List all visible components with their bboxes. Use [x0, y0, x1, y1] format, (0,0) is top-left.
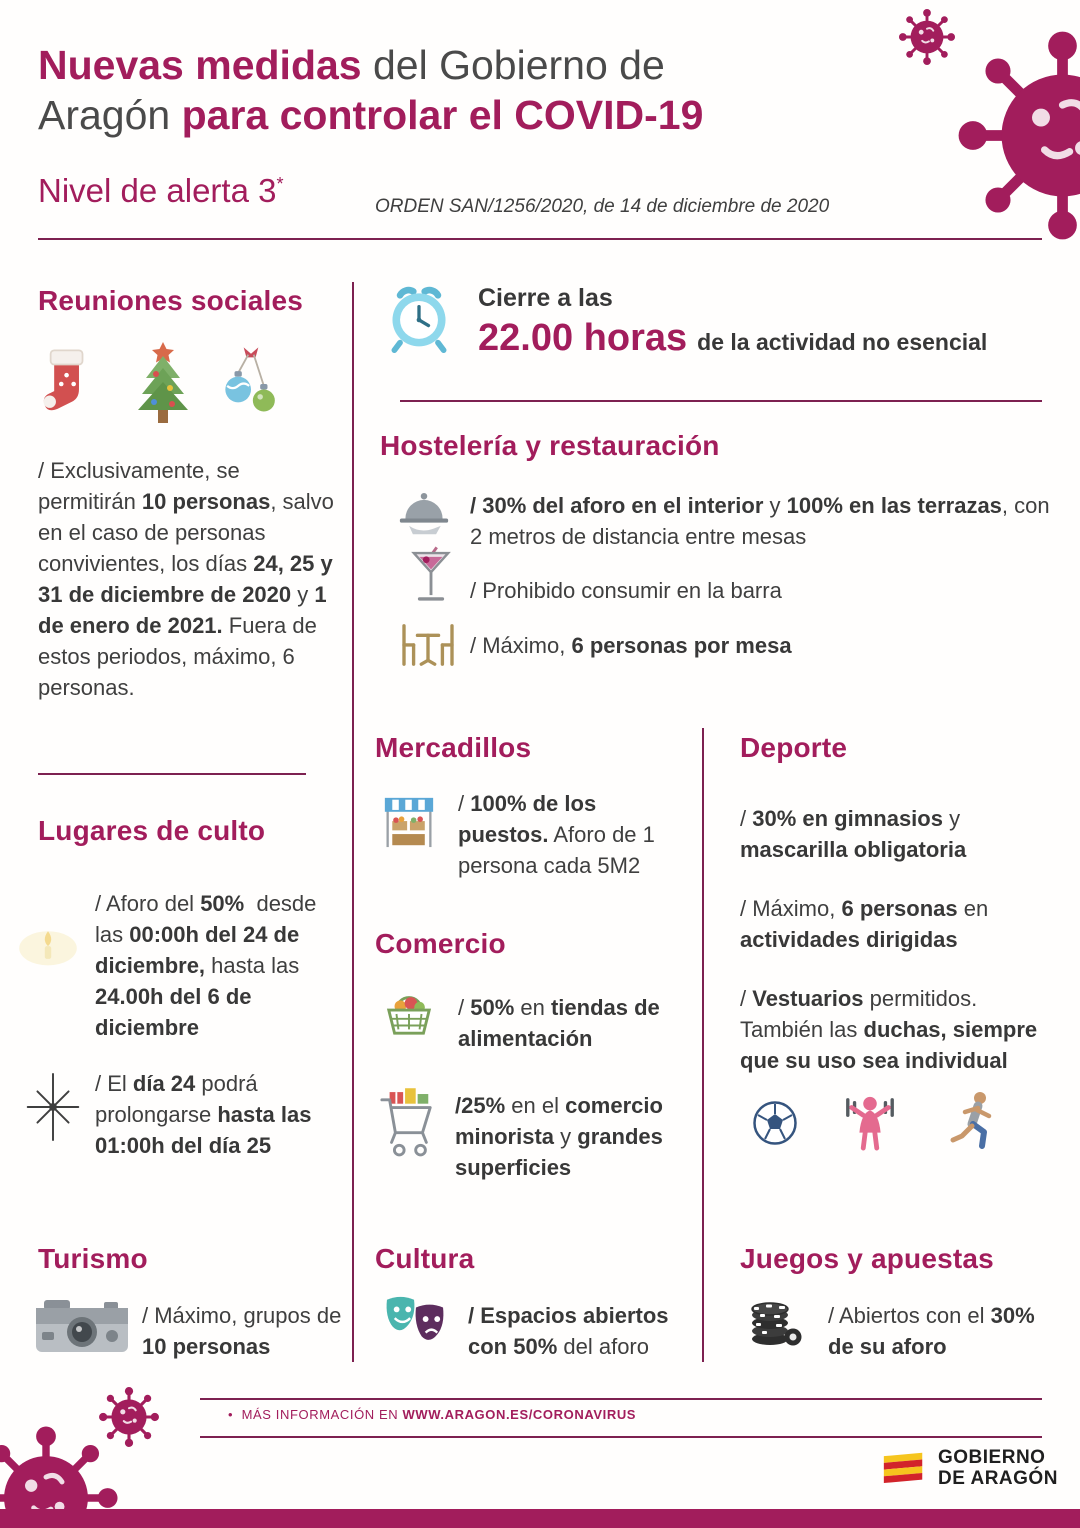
order-reference: ORDEN SAN/1256/2020, de 14 de diciembre de 2020 — [375, 196, 830, 217]
alert-level-text: Nivel de alerta 3 — [38, 172, 277, 209]
closing-line1: Cierre a las — [478, 284, 613, 312]
alert-asterisk: * — [276, 174, 284, 194]
section-title-juegos: Juegos y apuestas — [740, 1243, 994, 1274]
juegos-item-text: / Abiertos con el 30% de su aforo — [828, 1303, 1035, 1359]
cocktail-icon — [410, 545, 452, 607]
christmas-tree-icon — [128, 340, 198, 426]
page-title: Nuevas medidas del Gobierno de Aragón para controlar el COVID-19 — [38, 42, 704, 139]
mercadillos-item-text: / 100% de los puestos. Aforo de 1 persona cada 5M2 — [458, 791, 655, 878]
hosteleria-item-text: / Máximo, 6 personas por mesa — [470, 633, 792, 658]
aragon-flag-icon — [880, 1446, 928, 1490]
turismo-item-text: / Máximo, grupos de 10 personas — [142, 1303, 342, 1359]
logo-line1: GOBIERNO — [938, 1447, 1046, 1468]
deporte-item-text: / 30% en gimnasios y mascarilla obligatoria — [740, 806, 967, 862]
hosteleria-item-text: / 30% del aforo en el interior y 100% en las terrazas, con 2 metros de distancia entre mesas — [470, 493, 1050, 549]
candle-glow-icon — [16, 912, 80, 976]
footer-divider-bottom — [200, 1436, 1042, 1438]
deporte-item-text: / Vestuarios permitidos. También las duchas, siempre que su uso sea individual — [740, 986, 1038, 1073]
alert-level — [38, 172, 284, 210]
shopping-cart-icon — [378, 1086, 436, 1162]
theater-masks-icon — [383, 1292, 447, 1350]
lugares-item-text: / El día 24 podrá prolongarse hasta las 01:00h del día 25 — [95, 1071, 312, 1158]
soccer-ball-icon — [752, 1100, 798, 1146]
divider — [400, 400, 1042, 402]
column-divider — [352, 282, 354, 1362]
divider — [38, 773, 306, 775]
section-title-comercio: Comercio — [375, 928, 506, 959]
deporte-item-text: / Máximo, 6 personas en actividades dirigidas — [740, 896, 989, 952]
table-chairs-icon — [398, 620, 458, 668]
header-divider — [38, 238, 1042, 240]
section-title-lugares-culto: Lugares de culto — [38, 815, 266, 846]
ornaments-icon — [218, 342, 284, 426]
section-title-hosteleria: Hostelería y restauración — [380, 430, 720, 461]
column-divider — [702, 728, 704, 1362]
closing-time-block — [478, 284, 987, 360]
sparkle-star-icon — [18, 1072, 88, 1142]
section-title-deporte: Deporte — [740, 732, 848, 763]
section-title-reuniones: Reuniones sociales — [38, 285, 304, 316]
closing-suffix: de la actividad no esencial — [697, 329, 988, 355]
virus-icon — [898, 8, 956, 66]
hosteleria-item-text: / Prohibido consumir en la barra — [470, 578, 782, 603]
cultura-item-text: / Espacios abiertos con 50% del aforo — [468, 1303, 669, 1359]
stocking-icon — [40, 345, 102, 423]
gobierno-aragon-logo — [880, 1446, 1058, 1490]
logo-line2: DE ARAGÓN — [938, 1468, 1058, 1489]
more-info-text: • MÁS INFORMACIÓN EN WWW.ARAGON.ES/CORONAVIRUS — [228, 1407, 637, 1422]
closing-time: 22.00 horas — [478, 317, 688, 359]
comercio-item-text: /25% en el comercio minorista y grandes superficies — [455, 1093, 663, 1180]
camera-icon — [34, 1296, 130, 1356]
reuniones-text: / Exclusivamente, se permitirán 10 personas, salvo en el caso de personas convivientes, los días 24, 25 y 31 de diciembre de 2020 y 1 de enero de 2021. Fuera de estos periodos, máximo, 6 personas. — [38, 458, 334, 700]
serving-dish-icon — [398, 488, 450, 536]
section-title-turismo: Turismo — [38, 1243, 148, 1274]
market-stall-icon — [383, 792, 435, 852]
weightlifting-icon — [842, 1092, 898, 1152]
poker-chips-icon — [748, 1292, 802, 1350]
food-basket-icon — [383, 986, 435, 1040]
footer-divider-top — [200, 1398, 1042, 1400]
comercio-item-text: / 50% en tiendas de alimentación — [458, 995, 660, 1051]
section-title-mercadillos: Mercadillos — [375, 732, 532, 763]
virus-icon — [955, 28, 1080, 243]
section-title-cultura: Cultura — [375, 1243, 475, 1274]
running-icon — [948, 1090, 1000, 1152]
alarm-clock-icon — [383, 282, 455, 354]
bottom-accent-bar — [0, 1509, 1080, 1528]
lugares-item-text: / Aforo del 50% desde las 00:00h del 24 de diciembre, hasta las 24.00h del 6 de diciembre — [95, 891, 317, 1040]
